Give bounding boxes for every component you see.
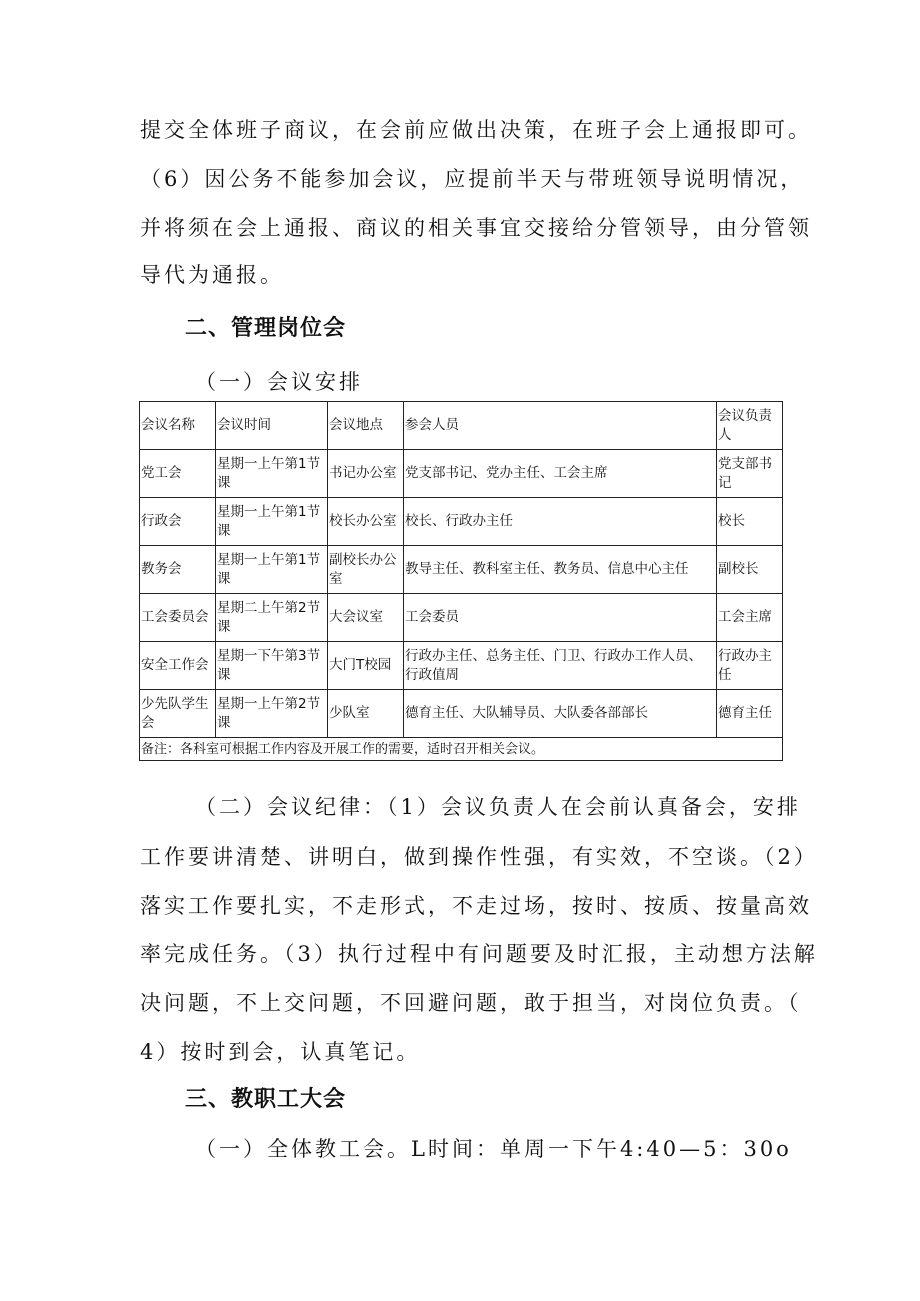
table-cell: 工会委员 — [404, 594, 717, 642]
discipline-line-1: （二）会议纪律：（1）会议负责人在会前认真备会，安排 — [195, 795, 801, 819]
table-row — [140, 450, 783, 498]
table-cell: 行政办主任、总务主任、门卫、行政办工作人员、行政值周 — [404, 642, 717, 690]
header-cell: 参会人员 — [404, 402, 717, 450]
discipline-line-6: 4）按时到会，认真笔记。 — [140, 1040, 421, 1064]
section-3-line-1: （一）全体教工会。L时间：单周一下午4:40—5：30o — [195, 1137, 792, 1161]
table-cell: 德育主任 — [717, 690, 783, 738]
header-cell: 会议负责人 — [717, 402, 783, 450]
table-row — [140, 498, 783, 546]
intro-line-3: 并将须在会上通报、商议的相关事宜交接给分管领导，由分管领 — [140, 216, 812, 240]
table-cell: 星期二上午第2节课 — [216, 594, 328, 642]
table-cell: 大门T校园 — [328, 642, 404, 690]
table-header-row — [140, 402, 783, 450]
table-cell: 星期一上午第1节课 — [216, 546, 328, 594]
table-cell: 党支部书记、党办主任、工会主席 — [404, 450, 717, 498]
table-cell: 大会议室 — [328, 594, 404, 642]
section-3-heading: 三、教职工大会 — [185, 1087, 347, 1112]
table-cell: 少队室 — [328, 690, 404, 738]
table-cell: 工会主席 — [717, 594, 783, 642]
table-cell: 校长、行政办主任 — [404, 498, 717, 546]
intro-line-1: 提交全体班子商议，在会前应做出决策，在班子会上通报即可。 — [140, 118, 812, 142]
table-row — [140, 690, 783, 738]
header-cell: 会议地点 — [328, 402, 404, 450]
table-cell: 星期一下午第3节课 — [216, 642, 328, 690]
table-cell: 教导主任、教科室主任、教务员、信息中心主任 — [404, 546, 717, 594]
table-row — [140, 546, 783, 594]
section-2-subheading-arrangement: （一）会议安排 — [195, 370, 363, 394]
meeting-schedule-table — [139, 401, 783, 761]
table-cell: 行政办主任 — [717, 642, 783, 690]
table-cell: 少先队学生会 — [140, 690, 216, 738]
table-cell: 星期一上午第1节课 — [216, 450, 328, 498]
table-cell: 德育主任、大队辅导员、大队委各部部长 — [404, 690, 717, 738]
table-note: 备注：各科室可根据工作内容及开展工作的需要，适时召开相关会议。 — [140, 738, 783, 761]
header-cell: 会议时间 — [216, 402, 328, 450]
table-cell: 安全工作会 — [140, 642, 216, 690]
table-cell: 书记办公室 — [328, 450, 404, 498]
table-cell: 教务会 — [140, 546, 216, 594]
discipline-line-3: 落实工作要扎实，不走形式，不走过场，按时、按质、按量高效 — [140, 894, 812, 918]
table-note-row — [140, 738, 783, 761]
intro-line-2: （6）因公务不能参加会议，应提前半天与带班领导说明情况， — [140, 167, 805, 191]
table-cell: 校长 — [717, 498, 783, 546]
table-row — [140, 642, 783, 690]
table-cell: 党支部书记 — [717, 450, 783, 498]
discipline-line-4: 率完成任务。（3）执行过程中有问题要及时汇报，主动想方法解 — [140, 942, 818, 966]
table-cell: 行政会 — [140, 498, 216, 546]
discipline-line-5: 决问题，不上交问题，不回避问题，敢于担当，对岗位负责。（ — [140, 991, 802, 1015]
table-cell: 党工会 — [140, 450, 216, 498]
table-cell: 校长办公室 — [328, 498, 404, 546]
table-row — [140, 594, 783, 642]
table-cell: 副校长 — [717, 546, 783, 594]
table-cell: 星期一上午第2节课 — [216, 690, 328, 738]
header-cell: 会议名称 — [140, 402, 216, 450]
table-cell: 工会委员会 — [140, 594, 216, 642]
discipline-line-2: 工作要讲清楚、讲明白，做到操作性强，有实效，不空谈。（2） — [140, 845, 818, 869]
intro-line-4: 导代为通报。 — [140, 263, 284, 287]
table-cell: 星期一上午第1节课 — [216, 498, 328, 546]
table-cell: 副校长办公室 — [328, 546, 404, 594]
section-2-heading: 二、管理岗位会 — [185, 316, 347, 341]
